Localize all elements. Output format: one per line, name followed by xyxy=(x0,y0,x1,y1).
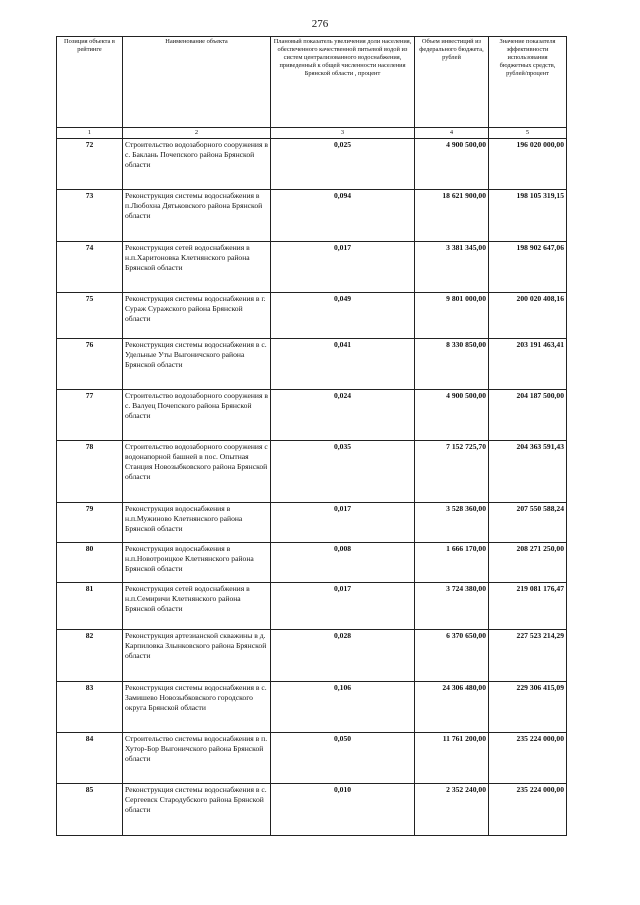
row-object-name: Реконструкция сетей водоснабжения в н.п.Харитоновка Клетнянского района Брянской области xyxy=(123,242,271,293)
row-object-name: Реконструкция системы водоснабжения в с. Замишево Новозыбковского городского округа Брянской области xyxy=(123,682,271,733)
row-investment: 1 666 170,00 xyxy=(415,543,489,583)
row-indicator: 0,050 xyxy=(271,733,415,784)
table-row xyxy=(57,733,567,784)
row-efficiency: 198 105 319,15 xyxy=(489,190,567,242)
table-row xyxy=(57,139,567,190)
row-investment: 3 724 380,00 xyxy=(415,583,489,630)
row-position: 79 xyxy=(57,503,123,543)
row-indicator: 0,017 xyxy=(271,503,415,543)
row-position: 76 xyxy=(57,339,123,390)
row-object-name: Строительство водозаборного сооружения в с. Валуец Почепского района Брянской области xyxy=(123,390,271,441)
row-position: 75 xyxy=(57,293,123,339)
row-object-name: Реконструкция системы водоснабжения в п.Любохна Дятьковского района Брянской области xyxy=(123,190,271,242)
row-efficiency: 235 224 000,00 xyxy=(489,784,567,836)
row-indicator: 0,010 xyxy=(271,784,415,836)
column-number-row xyxy=(57,128,567,139)
row-investment: 6 370 650,00 xyxy=(415,630,489,682)
row-position: 81 xyxy=(57,583,123,630)
row-position: 85 xyxy=(57,784,123,836)
column-number: 3 xyxy=(271,128,415,139)
row-indicator: 0,017 xyxy=(271,242,415,293)
column-number: 5 xyxy=(489,128,567,139)
row-efficiency: 203 191 463,41 xyxy=(489,339,567,390)
header-position: Позиция объекта в рейтинге xyxy=(57,37,123,128)
row-investment: 9 801 000,00 xyxy=(415,293,489,339)
row-efficiency: 204 187 500,00 xyxy=(489,390,567,441)
row-investment: 11 761 200,00 xyxy=(415,733,489,784)
header-indicator: Плановый показатель увеличения доли населения, обеспеченного качественной питьевой водой из систем централизованного водоснабжения, приведенный к общей численности населения Брянской области , процент xyxy=(271,37,415,128)
row-efficiency: 198 902 647,06 xyxy=(489,242,567,293)
row-investment: 3 528 360,00 xyxy=(415,503,489,543)
table-row xyxy=(57,784,567,836)
row-investment: 4 900 500,00 xyxy=(415,139,489,190)
table-row xyxy=(57,242,567,293)
row-investment: 8 330 850,00 xyxy=(415,339,489,390)
header-name: Наименование объекта xyxy=(123,37,271,128)
page-number: 276 xyxy=(311,18,329,30)
row-position: 72 xyxy=(57,139,123,190)
row-position: 77 xyxy=(57,390,123,441)
table-row xyxy=(57,293,567,339)
row-indicator: 0,028 xyxy=(271,630,415,682)
row-object-name: Реконструкция системы водоснабжения в с. Удельные Уты Выгоничского района Брянской области xyxy=(123,339,271,390)
row-efficiency: 208 271 250,00 xyxy=(489,543,567,583)
row-investment: 7 152 725,70 xyxy=(415,441,489,503)
row-position: 84 xyxy=(57,733,123,784)
table-row xyxy=(57,441,567,503)
row-indicator: 0,024 xyxy=(271,390,415,441)
row-efficiency: 200 020 408,16 xyxy=(489,293,567,339)
table-row xyxy=(57,630,567,682)
row-indicator: 0,035 xyxy=(271,441,415,503)
row-position: 82 xyxy=(57,630,123,682)
column-number: 2 xyxy=(123,128,271,139)
row-investment: 18 621 900,00 xyxy=(415,190,489,242)
row-indicator: 0,094 xyxy=(271,190,415,242)
row-object-name: Реконструкция сетей водоснабжения в н.п.Семиричи Клетнянского района Брянской области xyxy=(123,583,271,630)
table-row xyxy=(57,583,567,630)
row-position: 74 xyxy=(57,242,123,293)
row-efficiency: 196 020 000,00 xyxy=(489,139,567,190)
row-indicator: 0,008 xyxy=(271,543,415,583)
row-object-name: Реконструкция водоснабжения в н.п.Новотроицкое Клетнянского района Брянской области xyxy=(123,543,271,583)
row-position: 73 xyxy=(57,190,123,242)
row-object-name: Реконструкция водоснабжения в н.п.Мужиново Клетнянского района Брянской области xyxy=(123,503,271,543)
row-efficiency: 229 306 415,09 xyxy=(489,682,567,733)
row-object-name: Реконструкция системы водоснабжения в г. Сураж Суражского района Брянской области xyxy=(123,293,271,339)
row-position: 83 xyxy=(57,682,123,733)
table-row xyxy=(57,190,567,242)
row-object-name: Строительство водозаборного сооружения с водонапорной башней в пос. Опытная Станция Новозыбковского района Брянской области xyxy=(123,441,271,503)
table-row xyxy=(57,503,567,543)
row-efficiency: 235 224 000,00 xyxy=(489,733,567,784)
row-investment: 24 306 480,00 xyxy=(415,682,489,733)
table-row xyxy=(57,390,567,441)
table-row xyxy=(57,339,567,390)
header-investment: Объем инвестиций из федерального бюджета, рублей xyxy=(415,37,489,128)
row-indicator: 0,017 xyxy=(271,583,415,630)
row-indicator: 0,049 xyxy=(271,293,415,339)
row-efficiency: 207 550 588,24 xyxy=(489,503,567,543)
row-efficiency: 204 363 591,43 xyxy=(489,441,567,503)
row-indicator: 0,106 xyxy=(271,682,415,733)
row-object-name: Реконструкция артезианской скважины в д. Карпиловка Злынковского района Брянской области xyxy=(123,630,271,682)
rating-table xyxy=(56,36,567,836)
row-indicator: 0,025 xyxy=(271,139,415,190)
row-position: 78 xyxy=(57,441,123,503)
row-object-name: Реконструкция системы водоснабжения в с. Сергеевск Стародубского района Брянской области xyxy=(123,784,271,836)
header-row xyxy=(57,37,567,128)
row-efficiency: 219 081 176,47 xyxy=(489,583,567,630)
column-number: 4 xyxy=(415,128,489,139)
header-efficiency: Значение показателя эффективности использования бюджетных средств, рублей/процент xyxy=(489,37,567,128)
row-investment: 2 352 240,00 xyxy=(415,784,489,836)
column-number: 1 xyxy=(57,128,123,139)
row-position: 80 xyxy=(57,543,123,583)
row-investment: 4 900 500,00 xyxy=(415,390,489,441)
row-efficiency: 227 523 214,29 xyxy=(489,630,567,682)
row-indicator: 0,041 xyxy=(271,339,415,390)
table-row xyxy=(57,543,567,583)
row-object-name: Строительство водозаборного сооружения в с. Баклань Почепского района Брянской области xyxy=(123,139,271,190)
table-row xyxy=(57,682,567,733)
row-object-name: Строительство системы водоснабжения в п. Хутор-Бор Выгоничского района Брянской области xyxy=(123,733,271,784)
row-investment: 3 381 345,00 xyxy=(415,242,489,293)
